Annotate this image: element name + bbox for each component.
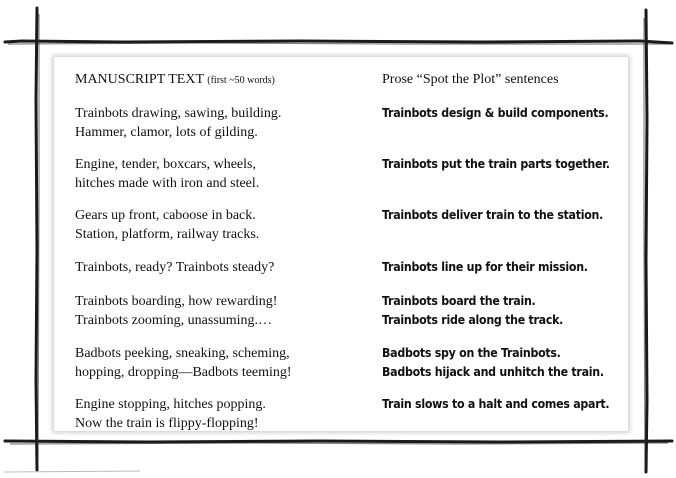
manuscript-stanza [75, 206, 365, 244]
manuscript-line: Trainbots, ready? Trainbots steady? [75, 260, 275, 275]
manuscript-stanza [75, 292, 365, 330]
manuscript-line: Hammer, clamor, lots of gilding. [75, 125, 258, 140]
manuscript-line: hitches made with iron and steel. [75, 176, 260, 191]
plot-line: Badbots hijack and unhitch the train. [382, 365, 604, 379]
plot-line: Trainbots line up for their mission. [382, 260, 588, 274]
manuscript-line: Engine stopping, hitches popping. [75, 397, 266, 412]
plot-line: Train slows to a halt and comes apart. [382, 397, 610, 411]
plot-sentence [382, 344, 612, 382]
manuscript-stanza [75, 395, 365, 433]
plot-sentence [382, 395, 612, 414]
manuscript-stanza [75, 104, 365, 142]
manuscript-header [75, 72, 275, 88]
manuscript-line: Engine, tender, boxcars, wheels, [75, 157, 256, 172]
plot-line: Trainbots design & build components. [382, 106, 609, 120]
manuscript-note: (first ~50 words) [207, 75, 275, 86]
manuscript-stanza [75, 344, 365, 382]
manuscript-stanza [75, 155, 365, 193]
manuscript-line: Trainbots zooming, unassuming.… [75, 313, 273, 328]
manuscript-line: Gears up front, caboose in back. [75, 208, 256, 223]
plot-sentence [382, 155, 612, 174]
plot-line: Trainbots ride along the track. [382, 313, 564, 327]
manuscript-label: MANUSCRIPT TEXT [75, 72, 204, 87]
plot-sentence [382, 206, 612, 225]
manuscript-line: hopping, dropping—Badbots teeming! [75, 365, 292, 380]
plot-header: Prose “Spot the Plot” sentences [382, 72, 559, 87]
manuscript-stanza [75, 258, 365, 277]
manuscript-line: Station, platform, railway tracks. [75, 227, 260, 242]
manuscript-line: Trainbots drawing, sawing, building. [75, 106, 282, 121]
plot-sentence [382, 104, 612, 123]
manuscript-line: Trainbots boarding, how rewarding! [75, 294, 278, 309]
manuscript-line: Now the train is flippy-flopping! [75, 416, 259, 431]
plot-sentence [382, 292, 612, 330]
manuscript-line: Badbots peeking, sneaking, scheming, [75, 346, 290, 361]
plot-line: Badbots spy on the Trainbots. [382, 346, 561, 360]
plot-line: Trainbots board the train. [382, 294, 536, 308]
plot-line: Trainbots put the train parts together. [382, 157, 610, 171]
plot-sentence [382, 258, 612, 277]
plot-line: Trainbots deliver train to the station. [382, 208, 604, 222]
